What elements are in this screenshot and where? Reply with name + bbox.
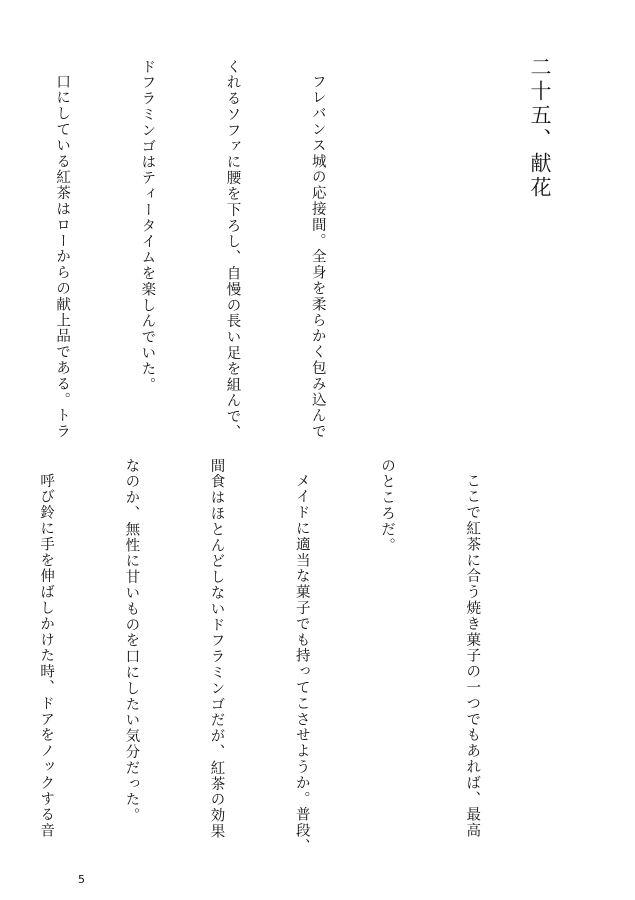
text-line: 呼び鈴に手を伸ばしかけた時、ドアをノックする音 bbox=[38, 473, 55, 839]
text-line: のところだ。 bbox=[378, 458, 395, 554]
text-line: ドフラミンゴはティータイムを楽しんでいた。 bbox=[139, 59, 156, 393]
text-line: ここで紅茶に合う焼き菓子の一つでもあれば、最高 bbox=[464, 473, 481, 839]
top-text-block bbox=[0, 59, 559, 449]
text-line: 間食はほとんどしないドフラミンゴだが、紅茶の効果 bbox=[208, 458, 225, 840]
text-line: メイドに適当な菓子でも持ってこさせようか。普段、 bbox=[293, 473, 310, 855]
page-number: 5 bbox=[78, 873, 85, 886]
text-line: 口にしている紅茶はローからの献上品である。トラ bbox=[54, 74, 71, 440]
bottom-text-block bbox=[0, 458, 543, 853]
chapter-title: 二十五、献花 bbox=[528, 56, 552, 200]
text-line: なのか、無性に甘いものを口にしたい気分だった。 bbox=[123, 458, 140, 824]
text-line: くれるソファに腰を下ろし、自慢の長い足を組んで、 bbox=[224, 59, 241, 441]
text-line: フレバンス城の応接間。全身を柔らかく包み込んで bbox=[309, 74, 326, 440]
